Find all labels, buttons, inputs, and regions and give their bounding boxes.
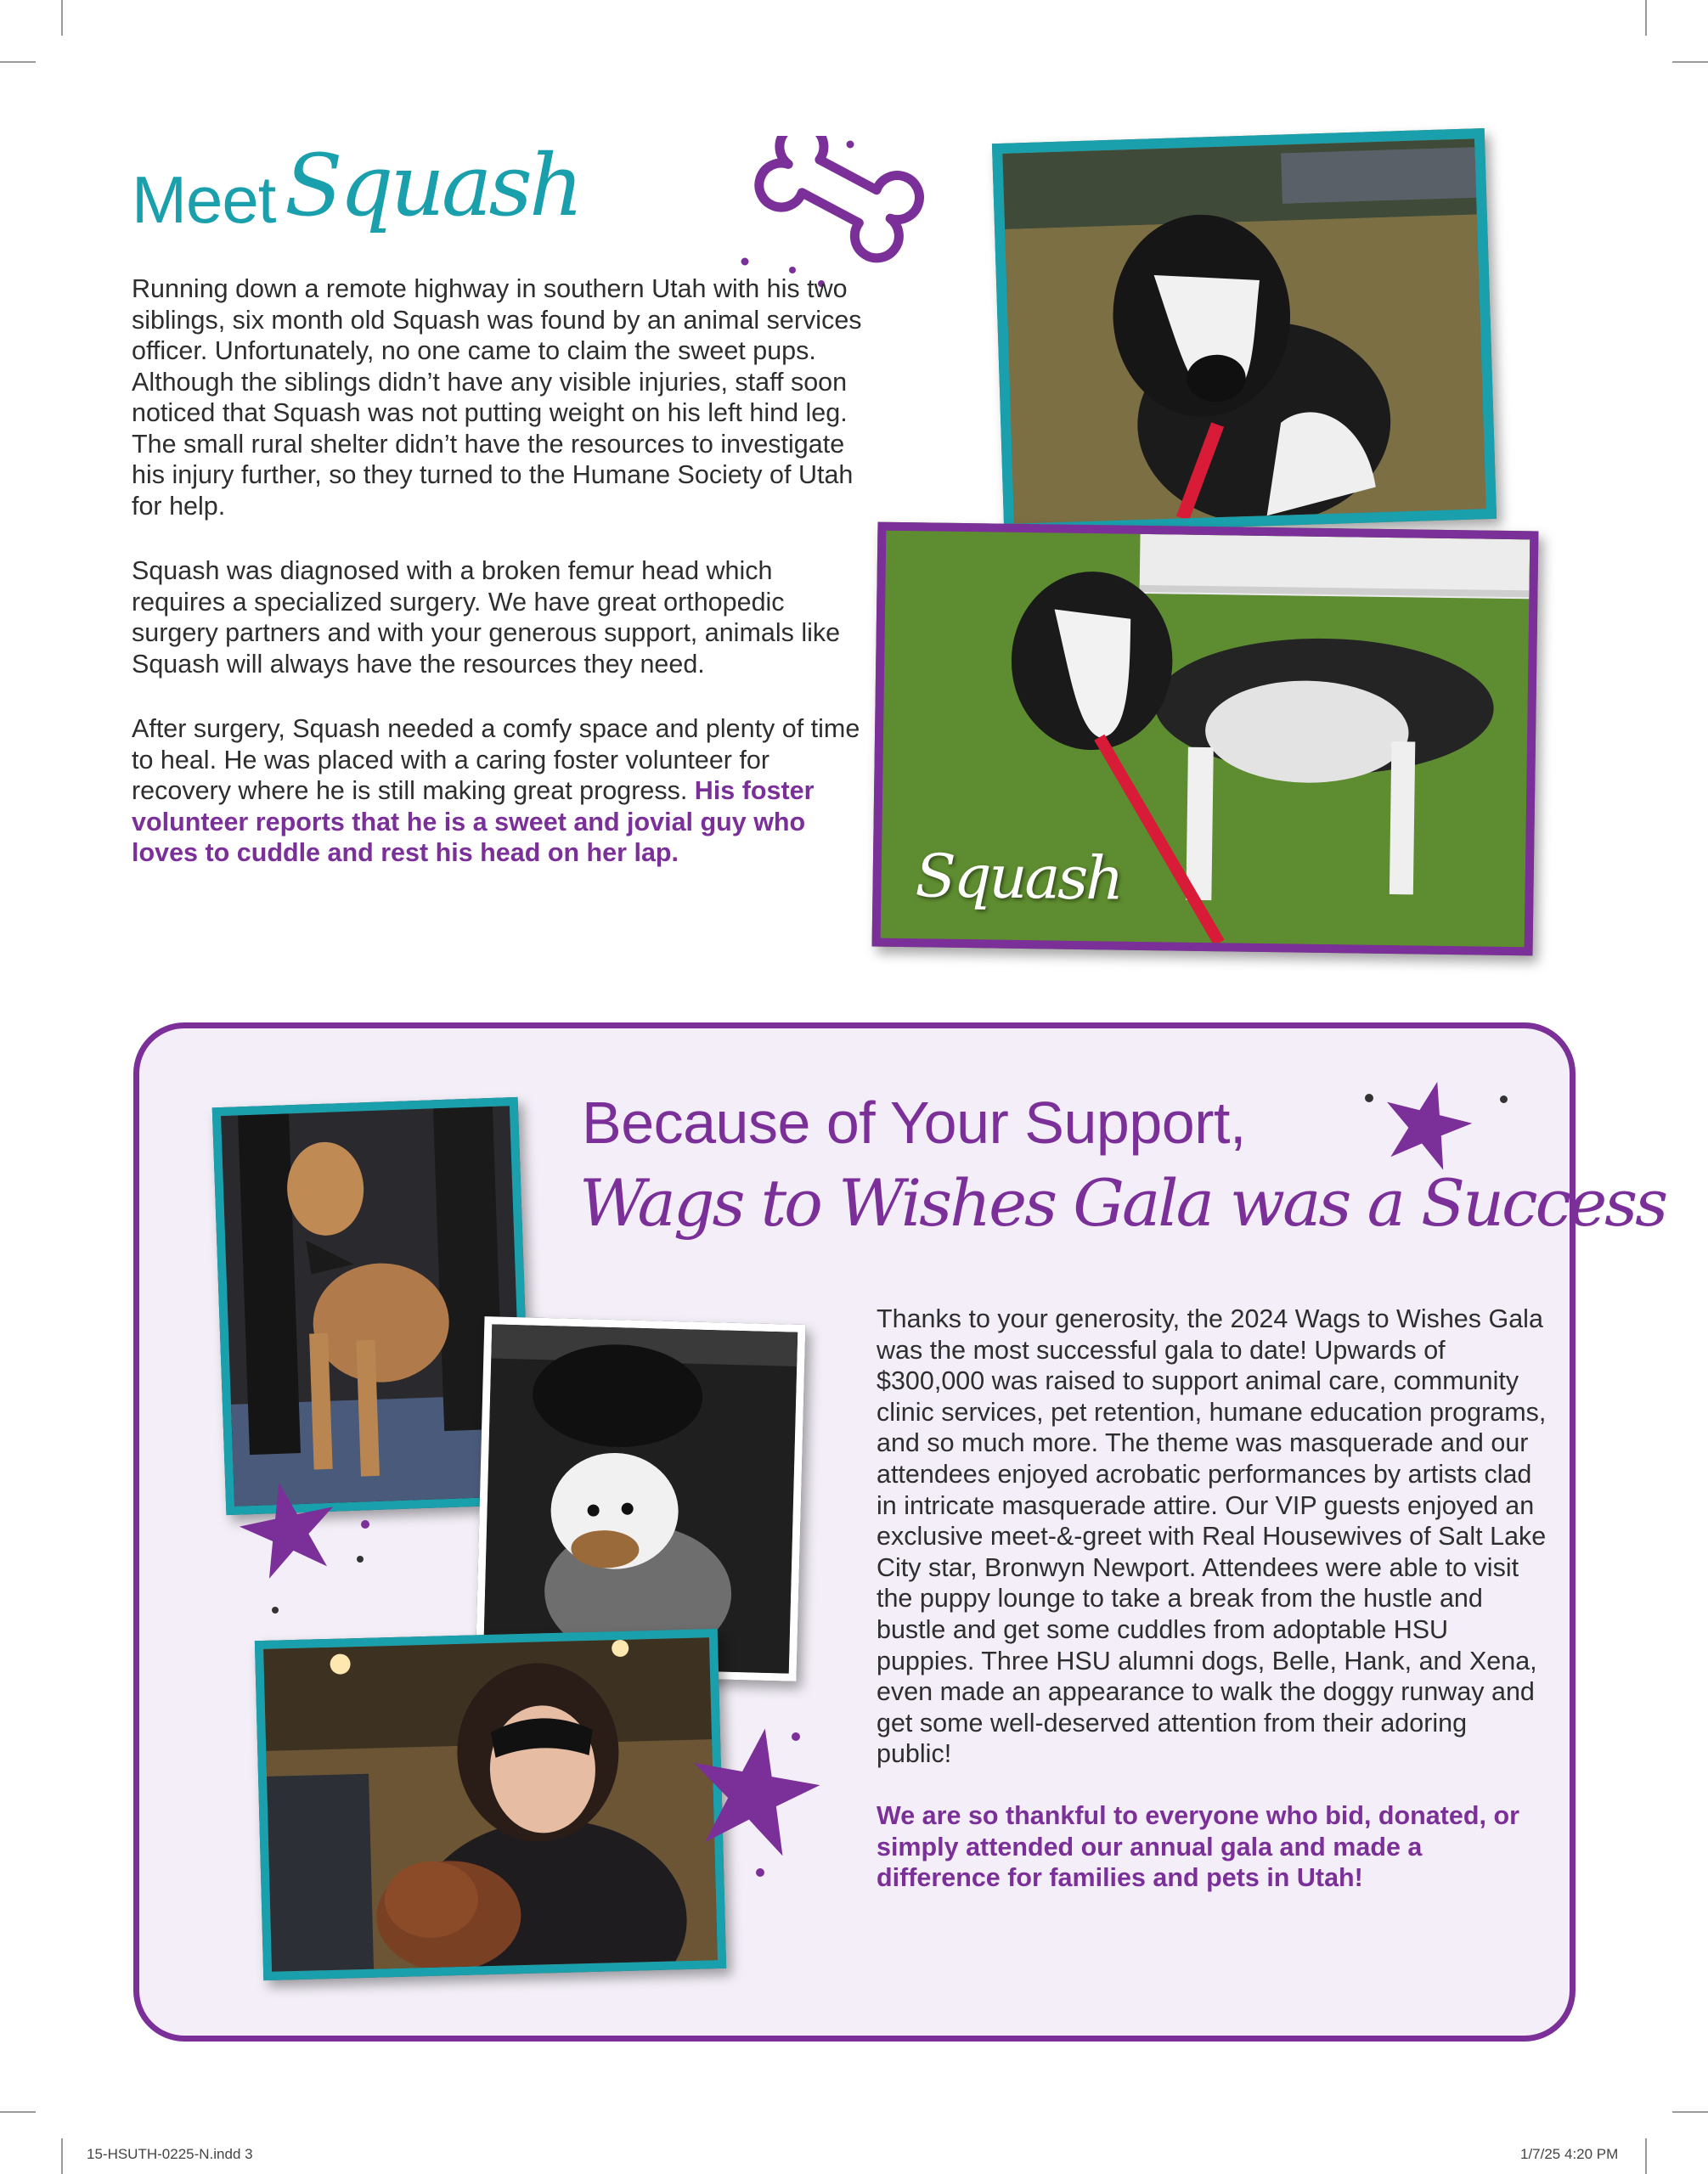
story-highlight: His foster volunteer reports that he is a sweet and jovial guy who loves to cuddle and rest his head on her lap.	[132, 776, 815, 867]
crop-mark	[0, 61, 36, 63]
dog-illustration	[1002, 138, 1485, 523]
meet-squash-title	[132, 136, 581, 263]
dog-illustration	[263, 1637, 718, 1972]
star-icon	[1380, 1077, 1474, 1170]
decor-dot	[361, 1520, 369, 1529]
crop-mark	[61, 2138, 63, 2174]
meet-squash-story	[132, 273, 871, 903]
bone-icon	[726, 136, 930, 289]
story-paragraph-1: Running down a remote highway in southern Utah with his two siblings, six month old Squash was found by an animal services officer. Unfortunately, no one came to claim the sweet pups. Although the siblings didn’t have any visible injuries, staff soon noticed that Squash was not putting weight on his left hind leg. The small rural shelter didn’t have the resources to investigate his injury further, so they turned to the Humane Society of Utah for help.	[132, 274, 862, 521]
gala-body-paragraph: Thanks to your generosity, the 2024 Wags to Wishes Gala was the most successful gala to date! Upwards of $300,000 was raised to support animal care, community clinic services, pet retention, humane education programs, and so much more. The theme was masquerade and our attendees enjoyed acrobatic performances by artists clad in intricate masquerade attire. Our VIP guests enjoyed an exclusive meet-&-greet with Real Housewives of Salt Lake City star, Bronwyn Newport. Attendees were able to visit the puppy lounge to take a break from the hustle and bustle and get some cuddles from adoptable HSU puppies. Three HSU alumni dogs, Belle, Hank, and Xena, even made an appearance to walk the doggy runway and get some well-deserved attention from their adoring public!	[877, 1304, 1547, 1769]
title-meet-word: Meet	[132, 162, 276, 237]
crop-mark	[61, 0, 63, 36]
decor-dot	[1500, 1095, 1508, 1103]
star-icon	[686, 1722, 822, 1858]
footer-file-name: 15-HSUTH-0225-N.indd 3	[87, 2146, 253, 2162]
gala-photo-masquerade-puppy	[255, 1629, 726, 1980]
dog-illustration	[221, 1106, 523, 1507]
story-paragraph-3-text: After surgery, Squash needed a comfy space and plenty of time to heal. He was placed with a caring foster volunteer for recovery where he is still making great progress.	[132, 714, 860, 805]
crop-mark	[1645, 0, 1647, 36]
decor-dot	[272, 1607, 279, 1614]
story-paragraph-2: Squash was diagnosed with a broken femur head which requires a specialized surgery. We have great orthopedic surgery partners and with your generous support, animals like Squash will always have the resources they need.	[132, 556, 841, 679]
gala-photo-fluffy-dog	[476, 1316, 806, 1681]
crop-mark	[1672, 61, 1708, 63]
crop-mark	[1672, 2111, 1708, 2113]
gala-closing: We are so thankful to everyone who bid, donated, or simply attended our annual gala and made a difference for families and pets in Utah!	[877, 1800, 1519, 1893]
title-squash-script: Squash	[285, 136, 581, 235]
decor-dot	[792, 1732, 800, 1741]
footer-timestamp: 1/7/25 4:20 PM	[1520, 2146, 1619, 2162]
dog-illustration	[483, 1324, 798, 1673]
story-paragraph-3	[132, 713, 871, 869]
crop-mark	[1645, 2138, 1647, 2174]
decor-dot	[756, 1868, 764, 1877]
gala-body	[877, 1304, 1547, 1924]
star-icon	[238, 1478, 340, 1580]
gala-heading-line1: Because of Your Support,	[582, 1090, 1246, 1156]
decor-dot	[357, 1556, 364, 1563]
squash-photo-sitting	[992, 128, 1497, 534]
squash-photo-standing	[872, 522, 1539, 956]
decor-dot	[1365, 1094, 1373, 1102]
squash-photo-caption: Squash	[915, 841, 1122, 914]
crop-mark	[0, 2111, 36, 2113]
gala-heading-line2: Wags to Wishes Gala was a Success	[579, 1165, 1666, 1241]
